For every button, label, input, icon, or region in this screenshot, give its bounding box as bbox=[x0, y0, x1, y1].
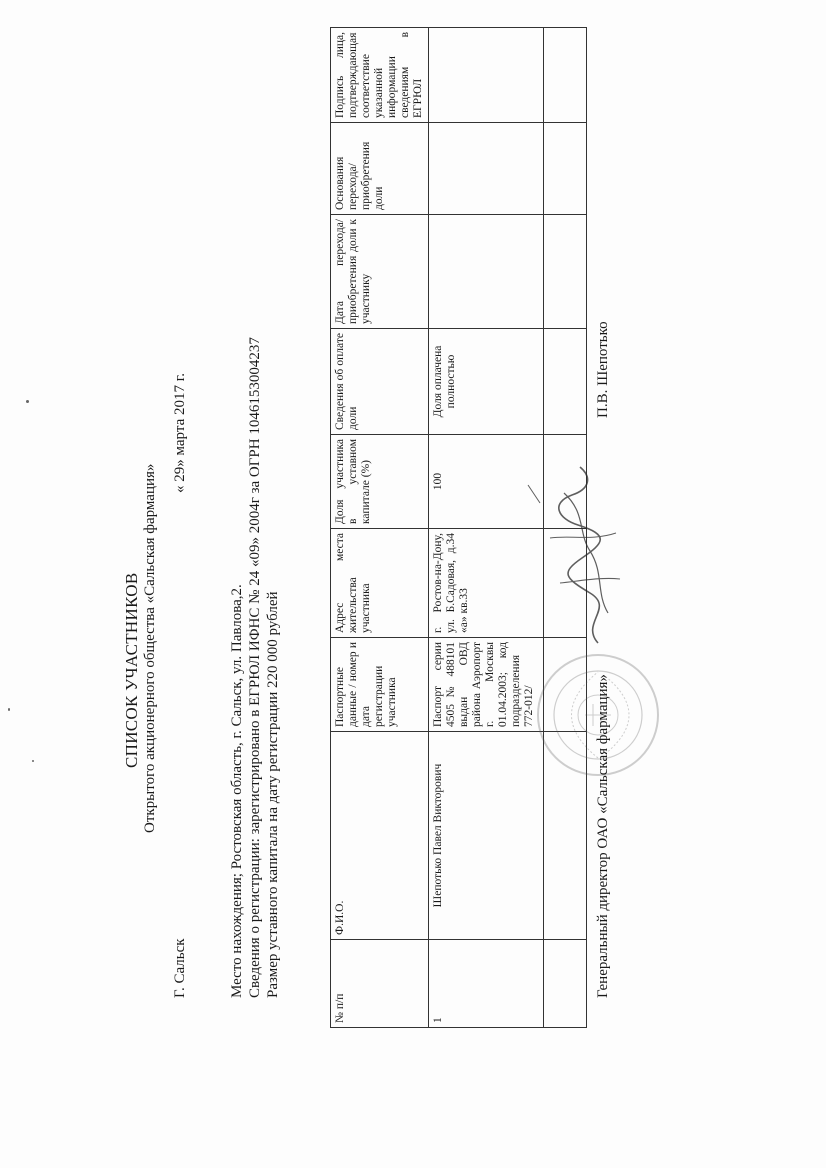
cell-basis bbox=[429, 123, 544, 215]
cell-passport: Паспорт серии 4505 № 488101 выдан ОВД района Аэропорт г. Москвы 01.04.2003; код подразделения 772-012/ bbox=[429, 638, 544, 732]
header-basis: Основания перехода/ приобретения доли bbox=[331, 123, 429, 215]
document-date: « 29» марта 2017 г. bbox=[172, 373, 188, 493]
director-position: Генеральный директор ОАО «Сальская фармация» bbox=[595, 674, 611, 998]
cell-transfer-date bbox=[429, 215, 544, 329]
capital-line: Размер уставного капитала на дату регистрации 220 000 рублей bbox=[265, 591, 281, 998]
table-header-row bbox=[331, 28, 429, 1028]
header-share: Доля участника в уставном капитале (%) bbox=[331, 435, 429, 529]
document-title: СПИСОК УЧАСТНИКОВ bbox=[122, 572, 141, 768]
scan-speck bbox=[26, 400, 29, 403]
cell-num: 1 bbox=[429, 940, 544, 1028]
scan-speck bbox=[32, 760, 34, 762]
header-address: Адрес места жительства участника bbox=[331, 529, 429, 638]
cell-payment: Доля оплачена полностью bbox=[429, 329, 544, 435]
registration-line: Сведения о регистрации: зарегистрировано в ЕГРЮЛ ИФНС № 24 «09» 2004г за ОГРН 1046153004237 bbox=[247, 337, 263, 998]
header-payment: Сведения об оплате доли bbox=[331, 329, 429, 435]
location-line: Место нахождения; Ростовская область, г. Сальск, ул. Павлова,2. bbox=[229, 584, 245, 998]
cell-signature bbox=[429, 28, 544, 123]
director-signature bbox=[520, 463, 630, 653]
header-num: № п/п bbox=[331, 940, 429, 1028]
cell-share: 100 bbox=[429, 435, 544, 529]
document-subtitle: Открытого акционерного общества «Сальская фармация» bbox=[142, 463, 158, 833]
cell-address: г. Ростов-на-Дону, ул. Б.Садовая, д.34 «а» кв.33 bbox=[429, 529, 544, 638]
scan-speck bbox=[8, 708, 10, 711]
header-fio: Ф.И.О. bbox=[331, 732, 429, 940]
cell-fio: Шепотько Павел Викторович bbox=[429, 732, 544, 940]
header-signature: Подпись лица, подтверждающая соответствие указанной информации сведениям в ЕГРЮЛ bbox=[331, 28, 429, 123]
city: Г. Сальск bbox=[172, 938, 188, 998]
director-name: П.В. Шепотько bbox=[595, 321, 611, 418]
header-passport: Паспортные данные / номер и дата регистрации участника bbox=[331, 638, 429, 732]
header-transfer-date: Дата перехода/ приобретения доли к участнику bbox=[331, 215, 429, 329]
